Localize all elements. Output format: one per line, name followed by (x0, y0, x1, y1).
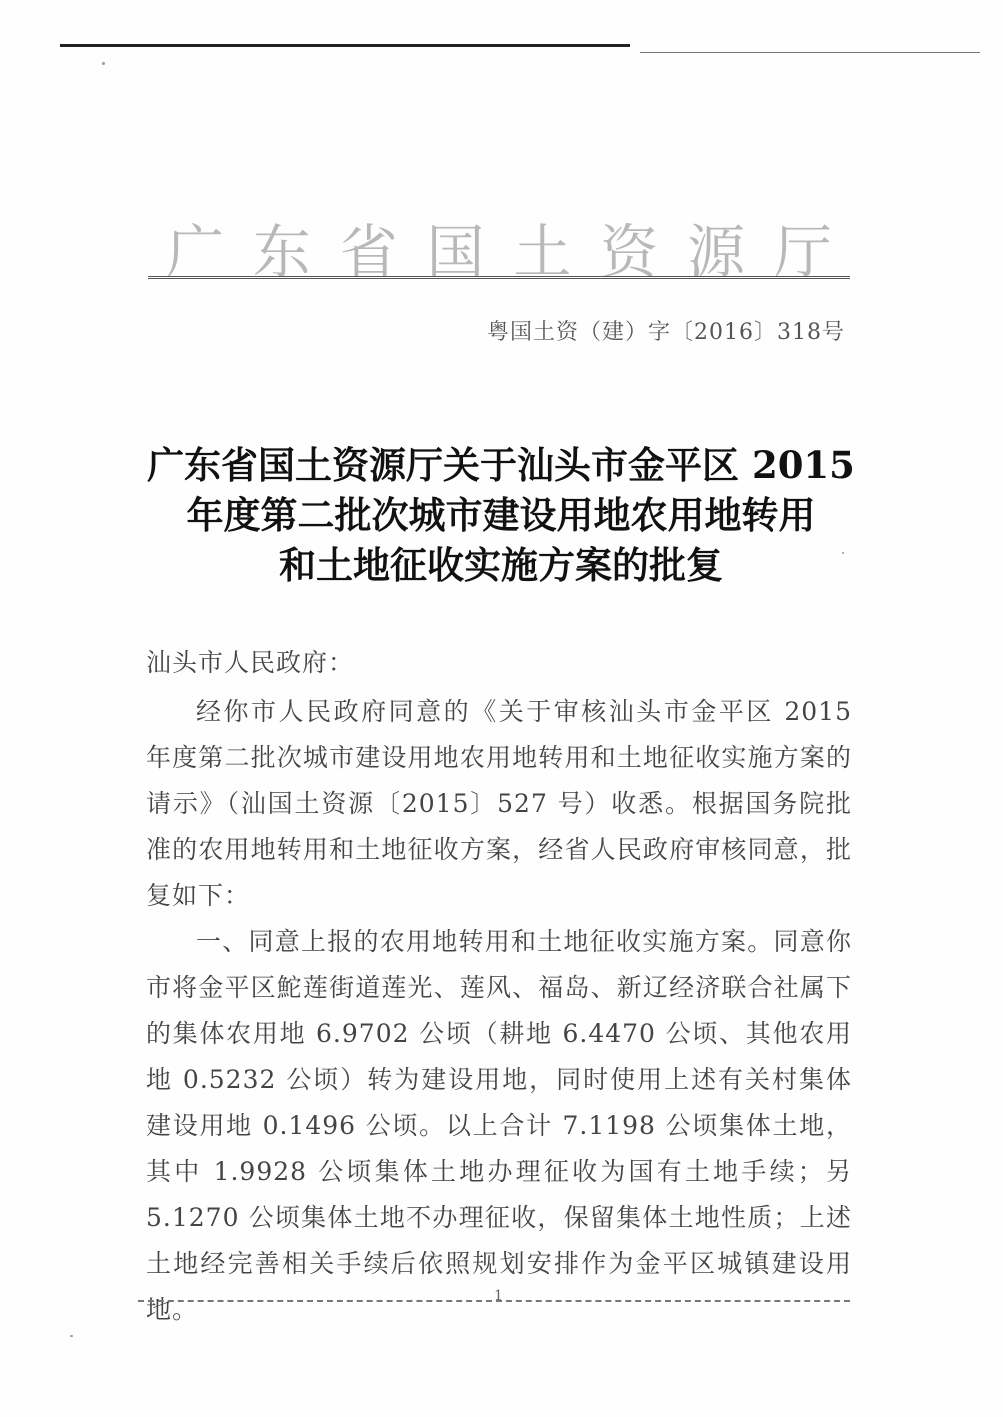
document-number: 粤国土资（建）字〔2016〕318号 (487, 320, 845, 345)
title-line: 和土地征收实施方案的批复 (279, 543, 723, 587)
body-paragraph: 经你市人民政府同意的《关于审核汕头市金平区 2015 年度第二批次城市建设用地农用地转用和土地征收实施方案的请示》（汕国土资源〔2015〕527 号）收悉。根据国务院批准的农用地转用和土地征收方案，经省人民政府审核同意，批复如下： (146, 697, 852, 910)
scan-speck (102, 62, 105, 65)
salutation: 汕头市人民政府： (146, 648, 355, 677)
page-number: 1 (494, 1288, 503, 1304)
agency-char: 省 (339, 218, 398, 286)
agency-char: 源 (687, 218, 746, 286)
title-line: 广东省国土资源厅关于汕头市金平区 2015 (147, 443, 855, 487)
agency-char: 资 (600, 218, 659, 286)
agency-char: 广 (166, 218, 225, 286)
agency-char: 土 (513, 218, 572, 286)
title-line: 年度第二批次城市建设用地农用地转用 (186, 493, 816, 537)
body-paragraph: 一、同意上报的农用地转用和土地征收实施方案。同意你市将金平区鮀莲街道莲光、莲风、福岛、新辽经济联合社属下的集体农用地 6.9702 公顷（耕地 6.4470 公顷、其他农用地 0.5232 公顷）转为建设用地，同时使用上述有关村集体建设用地 0.1496 公顷。以上合计 7.1198 公顷集体土地，其中 1.9928 公顷集体土地办理征收为国有土地手续；另 5.1270 公顷集体土地不办理征收，保留集体土地性质；上述土地经完善相关手续后依照规划安排作为金平区城镇建设用地。 (146, 927, 852, 1324)
scan-top-rule (60, 44, 630, 47)
agency-char: 东 (252, 218, 311, 286)
agency-char: 国 (426, 218, 485, 286)
scan-top-rule-right (640, 52, 980, 53)
document-body (146, 640, 852, 1333)
scan-speck (70, 1335, 73, 1337)
document-title (120, 440, 882, 590)
scan-speck (842, 552, 844, 554)
header-divider (148, 276, 850, 279)
agency-char: 厅 (773, 218, 832, 286)
